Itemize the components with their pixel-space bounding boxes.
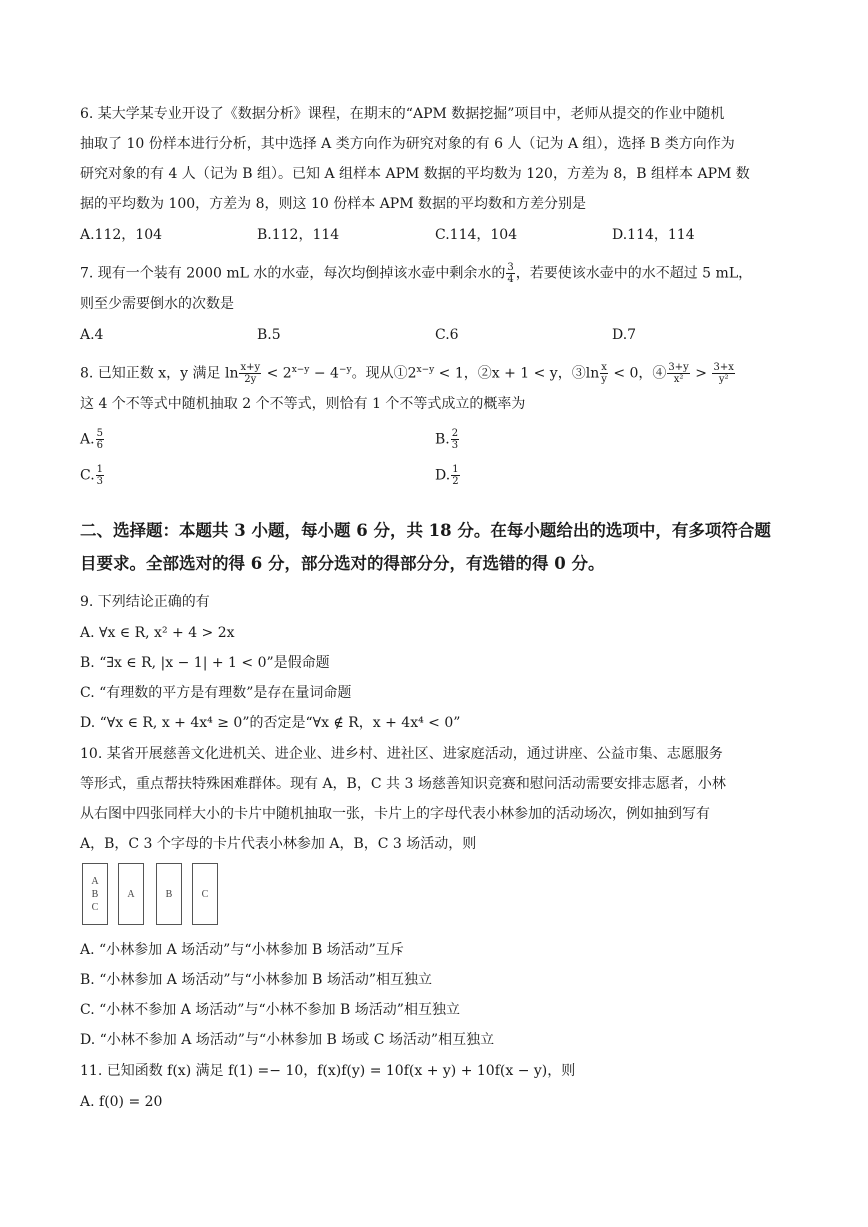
q8-option-d-num: 1 — [452, 464, 459, 475]
q9-stem: 9. 下列结论正确的有 — [80, 594, 210, 610]
q8-exp-1: x−y — [291, 364, 310, 375]
card-b-label: B — [165, 888, 173, 900]
q6-option-a: A.112，104 — [80, 227, 163, 243]
q8-frac-3 — [667, 362, 689, 385]
q8-frac-3-den: x² — [673, 374, 684, 385]
q8-gt: > — [690, 365, 712, 382]
q7-frac-num: 3 — [507, 262, 514, 273]
q10-line-3: 从右图中四张同样大小的卡片中随机抽取一张，卡片上的字母代表小林参加的活动场次，例如抽到写有 — [80, 806, 710, 822]
q8-ineq-3: < 0，④ — [608, 365, 667, 382]
q8-option-a-label: A. — [80, 431, 95, 448]
card-abc — [82, 863, 108, 925]
q7-text-a: 7. 现有一个装有 2000 mL 水的水壶，每次均倒掉该水壶中剩余水的 — [80, 265, 506, 282]
q8-option-c-den: 3 — [96, 476, 104, 487]
q8-option-c — [80, 464, 105, 487]
q8-option-d — [435, 464, 461, 487]
q6-option-d: D.114，114 — [612, 227, 695, 243]
q6-line-2: 抽取了 10 份样本进行分析，其中选择 A 类方向作为研究对象的有 6 人（记为 A 组），选择 B 类方向作为 — [80, 136, 735, 152]
q8-option-d-label: D. — [435, 467, 451, 484]
q8-option-a-frac — [96, 428, 104, 451]
q10-option-b: B. “小林参加 A 场活动”与“小林参加 B 场活动”相互独立 — [80, 972, 433, 988]
q8-frac-1-num: x+y — [240, 362, 261, 373]
q6-line-4: 据的平均数为 100，方差为 8，则这 10 份样本 APM 数据的平均数和方差分别是 — [80, 196, 587, 212]
q7-line-1 — [80, 262, 800, 285]
q8-line-1 — [80, 362, 800, 385]
q10-line-4: A，B，C 3 个字母的卡片代表小林参加 A，B，C 3 场活动，则 — [80, 836, 477, 852]
q7-option-d: D.7 — [612, 327, 637, 343]
card-a-label: A — [127, 888, 135, 900]
q8-option-b-frac — [451, 428, 459, 451]
q8-option-d-den: 2 — [452, 476, 459, 487]
q8-option-b-num: 2 — [451, 428, 459, 439]
q8-option-a — [80, 428, 105, 451]
q10-line-1: 10. 某省开展慈善文化进机关、进企业、进乡村、进社区、进家庭活动，通过讲座、公益市集、志愿服务 — [80, 746, 723, 762]
q7-option-b: B.5 — [257, 327, 281, 343]
q7-text-b: ，若要使该水壶中的水不超过 5 mL， — [515, 265, 753, 282]
section-2-heading-line-1: 二、选择题：本题共 3 小题，每小题 6 分，共 18 分。在每小题给出的选项中，有多项符合题 — [80, 521, 771, 540]
q8-frac-1-den: 2y — [244, 374, 257, 385]
card-b — [156, 863, 182, 925]
section-2-heading-line-2: 目要求。全部选对的得 6 分，部分选对的得部分分，有选错的得 0 分。 — [80, 554, 605, 573]
q8-exp-3: x−y — [416, 364, 435, 375]
q8-option-c-frac — [96, 464, 104, 487]
q8-ineq-1: < 1，②x + 1 < y，③ln — [434, 365, 600, 382]
q8-frac-4 — [712, 362, 734, 385]
q10-line-2: 等形式，重点帮扶特殊困难群体。现有 A，B，C 共 3 场慈善知识竞赛和慰问活动需要安排志愿者，小林 — [80, 776, 726, 792]
q10-option-d: D. “小林不参加 A 场活动”与“小林参加 B 场或 C 场活动”相互独立 — [80, 1032, 495, 1048]
q8-frac-4-num: 3+x — [713, 362, 734, 373]
q9-option-d: D. “∀x ∈ R, x + 4x⁴ ≥ 0”的否定是“∀x ∉ R，x + 4x⁴ < 0” — [80, 715, 461, 731]
q9-option-b: B. “∃x ∈ R, |x − 1| + 1 < 0”是假命题 — [80, 655, 330, 671]
q7-fraction — [506, 262, 514, 285]
q7-line-2: 则至少需要倒水的次数是 — [80, 296, 234, 312]
q8-option-c-label: C. — [80, 467, 95, 484]
q8-option-c-num: 1 — [96, 464, 104, 475]
q8-option-a-den: 6 — [96, 440, 103, 451]
q8-option-a-num: 5 — [96, 428, 103, 439]
q10-option-a: A. “小林参加 A 场活动”与“小林参加 B 场活动”互斥 — [80, 942, 404, 958]
q8-lead: 8. 已知正数 x，y 满足 ln — [80, 365, 239, 382]
q8-frac-1 — [239, 362, 261, 385]
q8-frac-2-num: x — [601, 362, 607, 373]
q6-line-1: 6. 某大学某专业开设了《数据分析》课程，在期末的“APM 数据挖掘”项目中，老师从提交的作业中随机 — [80, 106, 725, 122]
q7-option-c: C.6 — [435, 327, 459, 343]
q6-option-b: B.112，114 — [257, 227, 340, 243]
q7-option-a: A.4 — [80, 327, 104, 343]
q9-option-a: A. ∀x ∈ R, x² + 4 > 2x — [80, 625, 235, 641]
q6-option-c: C.114，104 — [435, 227, 518, 243]
q8-frac-2 — [600, 362, 608, 385]
card-abc-label: A B C — [91, 875, 99, 913]
q8-frac-3-num: 3+y — [668, 362, 689, 373]
q11-stem: 11. 已知函数 f(x) 满足 f(1) =− 10，f(x)f(y) = 10f(x + y) + 10f(x − y)，则 — [80, 1063, 576, 1079]
card-c-label: C — [201, 888, 209, 900]
card-c — [192, 863, 218, 925]
q8-line-2: 这 4 个不等式中随机抽取 2 个不等式，则恰有 1 个不等式成立的概率为 — [80, 396, 526, 412]
q8-frac-2-den: y — [601, 374, 607, 385]
q8-frac-4-den: y² — [718, 374, 729, 385]
q8-option-d-frac — [451, 464, 459, 487]
q7-frac-den: 4 — [507, 274, 514, 285]
q8-exp-2: −y — [338, 364, 352, 375]
q8-cond: < 2 — [262, 365, 292, 382]
q6-line-3: 研究对象的有 4 人（记为 B 组）。已知 A 组样本 APM 数据的平均数为 120，方差为 8，B 组样本 APM 数 — [80, 166, 750, 182]
q8-now: 。现从①2 — [351, 365, 417, 382]
q8-option-b — [435, 428, 460, 451]
q11-option-a: A. f(0) = 20 — [80, 1094, 163, 1110]
q8-cond-2: − 4 — [309, 365, 339, 382]
q8-option-b-label: B. — [435, 431, 450, 448]
q9-option-c: C. “有理数的平方是有理数”是存在量词命题 — [80, 685, 352, 701]
q8-option-b-den: 3 — [451, 440, 459, 451]
card-a — [118, 863, 144, 925]
q10-option-c: C. “小林不参加 A 场活动”与“小林不参加 B 场活动”相互独立 — [80, 1002, 460, 1018]
